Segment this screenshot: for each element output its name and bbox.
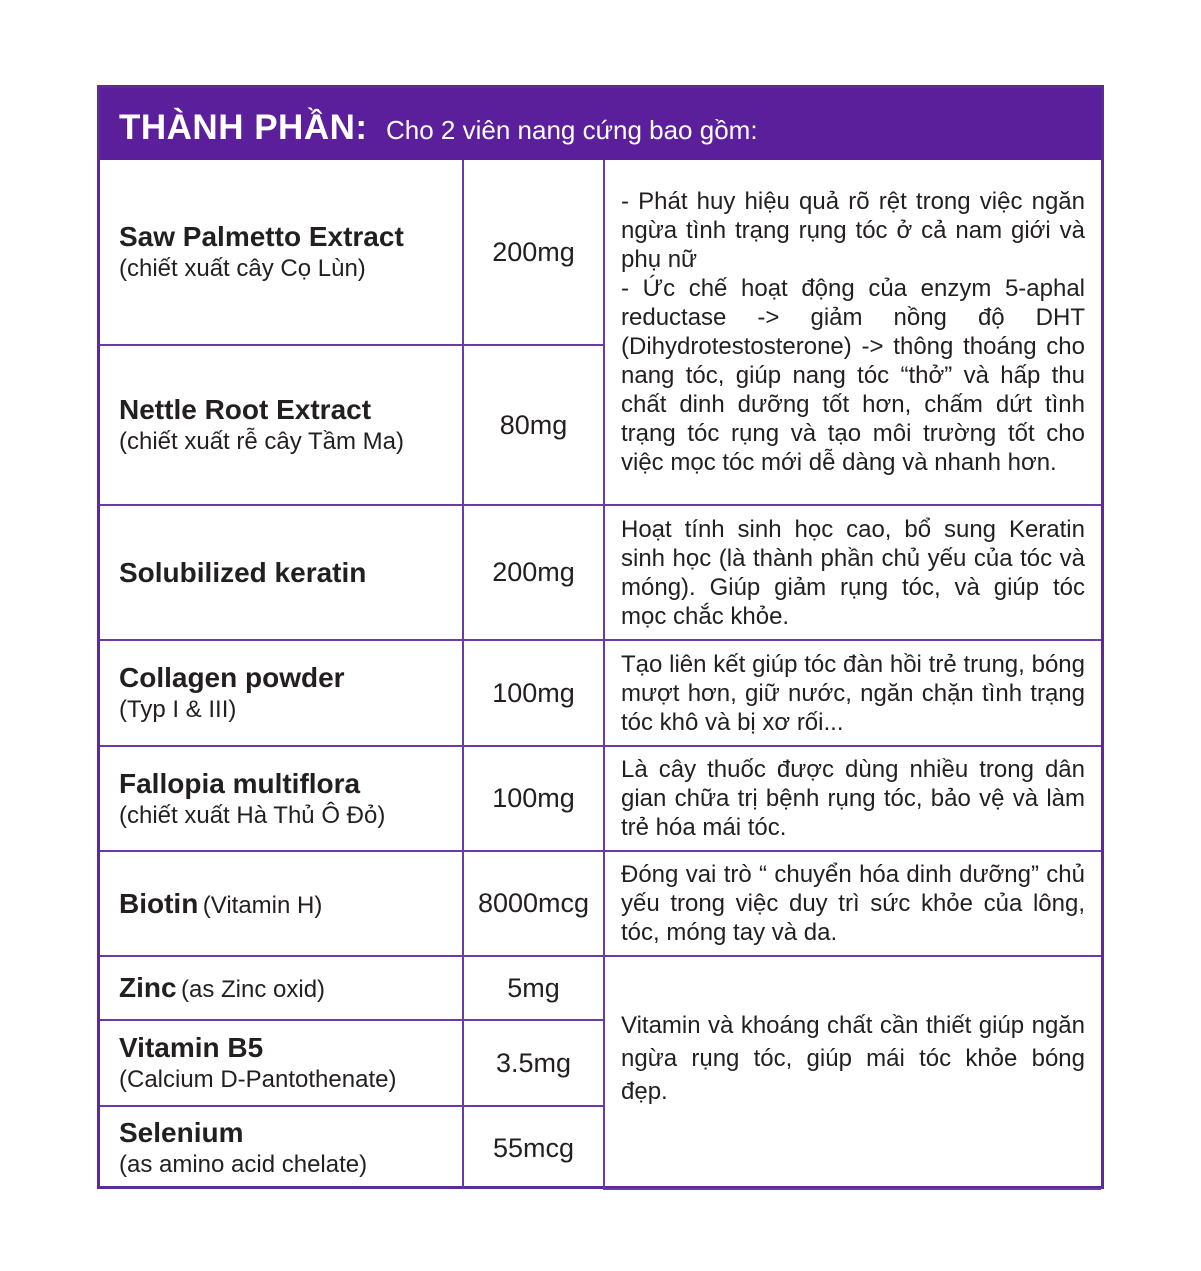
- table-row: [100, 851, 1101, 956]
- ingredient-dose: 3.5mg: [463, 1020, 604, 1106]
- ingredient-dose: 200mg: [463, 505, 604, 640]
- ingredient-note: (Typ I & III): [119, 696, 237, 723]
- ingredient-name-cell: [100, 345, 463, 505]
- ingredient-description: Vitamin và khoáng chất cần thiết giúp ngăn ngừa rụng tóc, giúp mái tóc khỏe bóng đẹp.: [604, 956, 1101, 1189]
- table-row: [100, 956, 1101, 1020]
- ingredient-name: Collagen powder: [119, 662, 345, 693]
- ingredient-note: (Vitamin H): [202, 891, 323, 919]
- ingredient-description: Hoạt tính sinh học cao, bổ sung Keratin sinh học (là thành phần chủ yếu của tóc và móng). Giúp giảm rụng tóc, và giúp tóc mọc chắc khỏe.: [604, 505, 1101, 640]
- ingredient-note: (Calcium D-Pantothenate): [119, 1066, 397, 1093]
- ingredient-name-cell: [100, 851, 463, 956]
- table-row: [100, 746, 1101, 851]
- ingredient-name: Nettle Root Extract: [119, 394, 372, 425]
- ingredient-name-cell: [100, 956, 463, 1020]
- ingredients-table: [100, 160, 1101, 1190]
- ingredient-name-cell: [100, 746, 463, 851]
- ingredient-note: (as Zinc oxid): [181, 976, 326, 1003]
- ingredient-name-cell: [100, 640, 463, 746]
- ingredient-name: Vitamin B5: [119, 1032, 264, 1063]
- ingredient-name-cell: [100, 1020, 463, 1106]
- ingredient-note: (chiết xuất cây Cọ Lùn): [119, 255, 366, 282]
- ingredient-dose: 5mg: [463, 956, 604, 1020]
- ingredient-dose: 100mg: [463, 746, 604, 851]
- ingredient-name-cell: [100, 160, 463, 345]
- ingredient-note: (chiết xuất Hà Thủ Ô Đỏ): [119, 801, 386, 829]
- ingredient-description: Đóng vai trò “ chuyển hóa dinh dưỡng” chủ yếu trong việc duy trì sức khỏe của lông, tóc, móng tay và da.: [604, 851, 1101, 956]
- ingredient-name: Zinc: [119, 972, 177, 1003]
- ingredient-name: Saw Palmetto Extract: [119, 221, 404, 252]
- ingredient-description: Tạo liên kết giúp tóc đàn hồi trẻ trung, bóng mượt hơn, giữ nước, ngăn chặn tình trạng tóc khô và bị xơ rối...: [604, 640, 1101, 746]
- ingredient-name: Biotin: [119, 887, 199, 919]
- table-row: [100, 640, 1101, 746]
- table-row: [100, 505, 1101, 640]
- ingredient-note: (as amino acid chelate): [119, 1151, 368, 1178]
- header-subtitle: Cho 2 viên nang cứng bao gồm:: [386, 115, 758, 145]
- description-line: - Phát huy hiệu quả rõ rệt trong việc ngăn ngừa tình trạng rụng tóc ở cả nam giới và phụ nữ: [621, 188, 1085, 273]
- ingredient-description: [604, 160, 1101, 505]
- ingredient-name-cell: [100, 505, 463, 640]
- ingredient-name: Fallopia multiflora: [119, 767, 361, 799]
- description-line: - Ức chế hoạt động của enzym 5-aphal reductase -> giảm nồng độ DHT (Dihydrotestosterone) -> thông thoáng cho nang tóc, giúp nang tóc “thở” và hấp thu chất dinh dưỡng tốt hơn, chấm dứt tình trạng tóc rụng và tạo môi trường tốt cho việc mọc tóc mới dễ dàng và nhanh hơn.: [621, 275, 1085, 476]
- ingredient-dose: 8000mcg: [463, 851, 604, 956]
- header-title: THÀNH PHẦN:: [119, 108, 368, 147]
- ingredient-dose: 80mg: [463, 345, 604, 505]
- ingredient-description: Là cây thuốc được dùng nhiều trong dân gian chữa trị bệnh rụng tóc, bảo vệ và làm trẻ hóa mái tóc.: [604, 746, 1101, 851]
- ingredient-name: Selenium: [119, 1117, 244, 1148]
- ingredient-name-cell: [100, 1106, 463, 1189]
- ingredient-note: (chiết xuất rễ cây Tầm Ma): [119, 428, 404, 455]
- ingredients-panel: [97, 85, 1104, 1189]
- ingredient-name: Solubilized keratin: [119, 556, 367, 588]
- ingredient-dose: 100mg: [463, 640, 604, 746]
- table-row: [100, 160, 1101, 345]
- ingredient-dose: 55mcg: [463, 1106, 604, 1189]
- ingredients-header: [100, 88, 1101, 160]
- ingredient-dose: 200mg: [463, 160, 604, 345]
